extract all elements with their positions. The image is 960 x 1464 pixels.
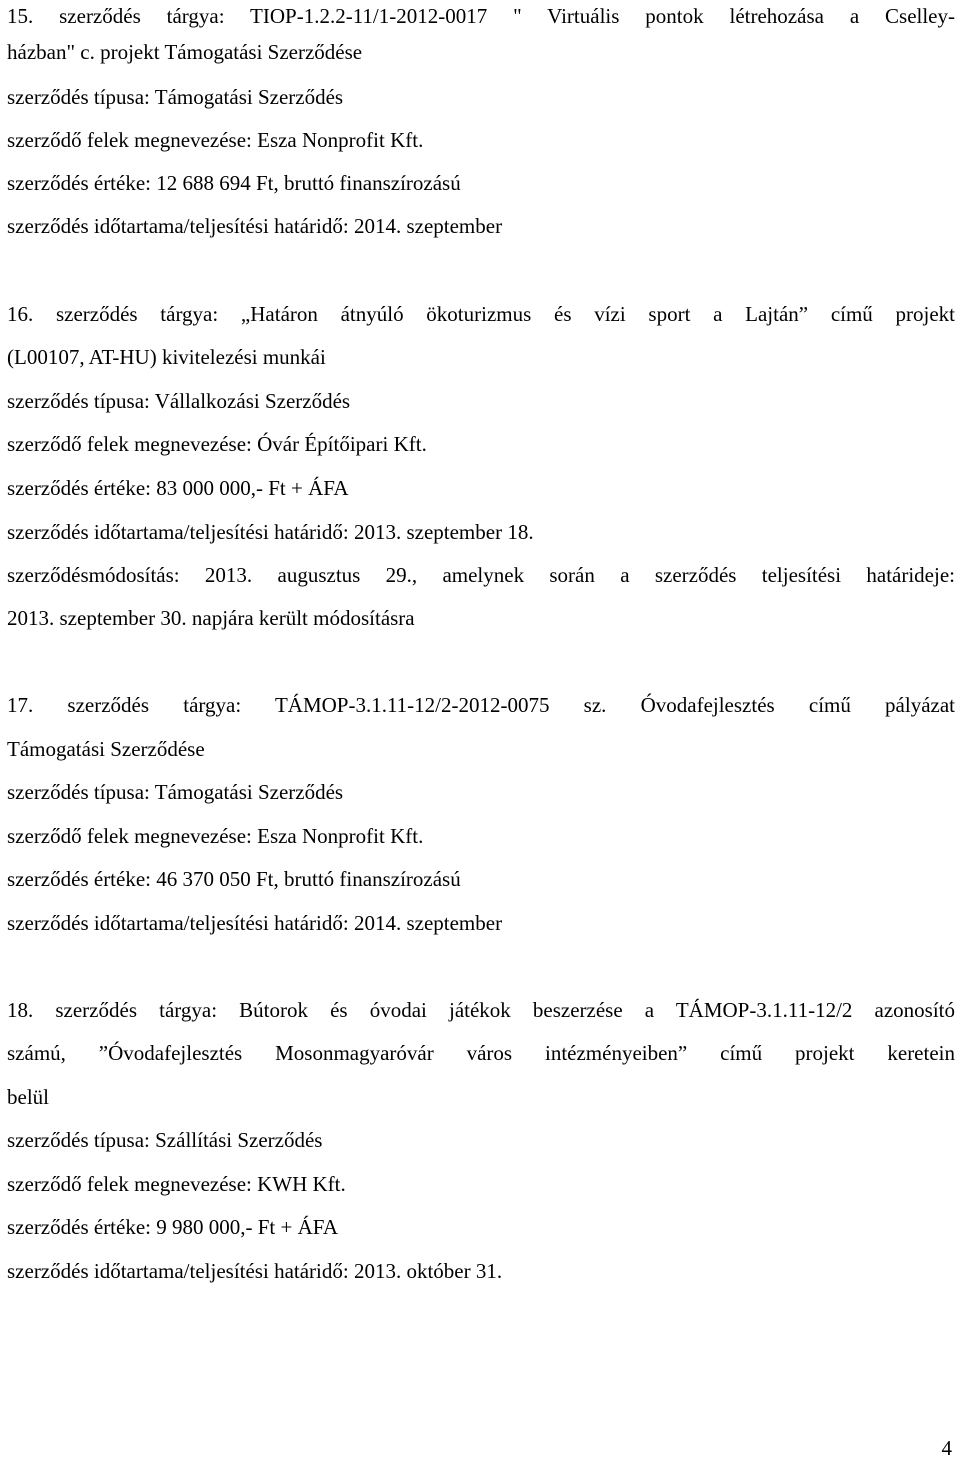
contract-17-subject-line-2: Támogatási Szerződése <box>7 737 205 761</box>
contract-15-deadline: szerződés időtartama/teljesítési határidő: 2014. szeptember <box>7 214 503 238</box>
contract-18-value: szerződés értéke: 9 980 000,- Ft + ÁFA <box>7 1215 339 1239</box>
contract-16-deadline: szerződés időtartama/teljesítési határidő: 2013. szeptember 18. <box>7 520 534 544</box>
contract-16-amendment-line-2: 2013. szeptember 30. napjára került módosításra <box>7 606 415 630</box>
contract-18-subject-line-2: számú, ”Óvodafejlesztés Mosonmagyaróvár város intézményeiben” című projekt keretein <box>7 1041 955 1065</box>
contract-16-subject-line-2: (L00107, AT-HU) kivitelezési munkái <box>7 345 326 369</box>
contract-16-subject-line-1: 16. szerződés tárgya: „Határon átnyúló ökoturizmus és vízi sport a Lajtán” című projekt <box>7 302 955 326</box>
contract-18-subject-line-1: 18. szerződés tárgya: Bútorok és óvodai játékok beszerzése a TÁMOP-3.1.11-12/2 azonosító <box>7 998 955 1022</box>
contract-16-value: szerződés értéke: 83 000 000,- Ft + ÁFA <box>7 476 349 500</box>
contract-17-deadline: szerződés időtartama/teljesítési határidő: 2014. szeptember <box>7 911 503 935</box>
contract-18-type: szerződés típusa: Szállítási Szerződés <box>7 1128 323 1152</box>
contract-16-parties: szerződő felek megnevezése: Óvár Építőipari Kft. <box>7 432 427 456</box>
contract-16-type: szerződés típusa: Vállalkozási Szerződés <box>7 389 351 413</box>
contract-17-subject-line-1: 17. szerződés tárgya: TÁMOP-3.1.11-12/2-2012-0075 sz. Óvodafejlesztés című pályázat <box>7 693 955 717</box>
contract-15-type: szerződés típusa: Támogatási Szerződés <box>7 85 344 109</box>
contract-17-value: szerződés értéke: 46 370 050 Ft, bruttó finanszírozású <box>7 867 461 891</box>
page-number: 4 <box>941 1436 952 1460</box>
contract-15-subject-line-1: 15. szerződés tárgya: TIOP-1.2.2-11/1-2012-0017 " Virtuális pontok létrehozása a Cselley- <box>7 4 955 28</box>
contract-15-subject-line-2: házban" c. projekt Támogatási Szerződése <box>7 40 363 64</box>
contract-15-parties: szerződő felek megnevezése: Esza Nonprofit Kft. <box>7 128 424 152</box>
contract-15-value: szerződés értéke: 12 688 694 Ft, bruttó finanszírozású <box>7 171 461 195</box>
contract-17-parties: szerződő felek megnevezése: Esza Nonprofit Kft. <box>7 824 424 848</box>
contract-18-subject-line-3: belül <box>7 1085 49 1109</box>
contract-17-type: szerződés típusa: Támogatási Szerződés <box>7 780 344 804</box>
contract-18-deadline: szerződés időtartama/teljesítési határidő: 2013. október 31. <box>7 1259 503 1283</box>
contract-16-amendment-line-1: szerződésmódosítás: 2013. augusztus 29., amelynek során a szerződés teljesítési határideje: <box>7 563 955 587</box>
contract-18-parties: szerződő felek megnevezése: KWH Kft. <box>7 1172 346 1196</box>
